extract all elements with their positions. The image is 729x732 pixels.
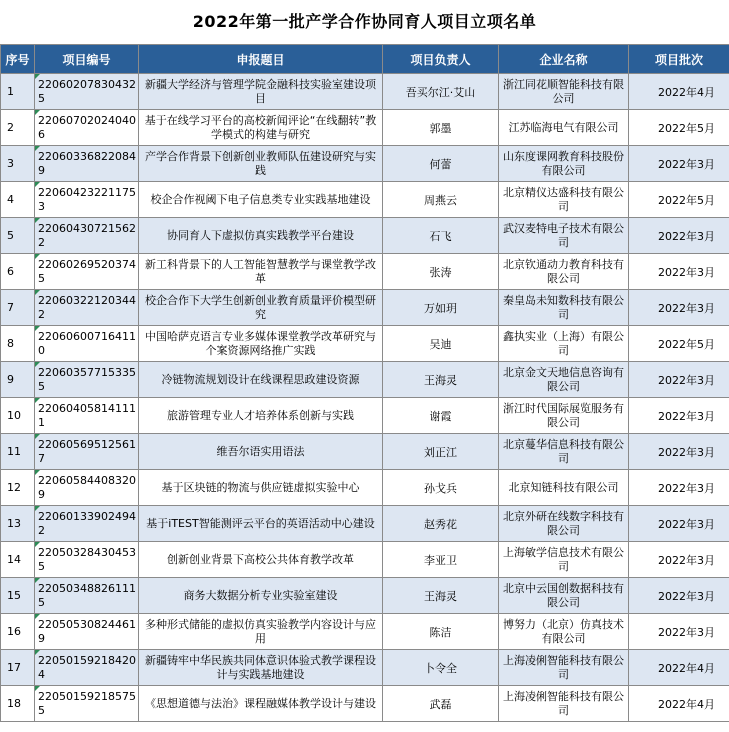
cell-company: 浙江同花顺智能科技有限公司	[499, 74, 629, 110]
table-row	[1, 326, 729, 362]
cell-no: 9	[1, 362, 35, 398]
table-row	[1, 614, 729, 650]
cell-company: 上海凌俐智能科技有限公司	[499, 650, 629, 686]
cell-company: 秦皇岛未知数科技有限公司	[499, 290, 629, 326]
table-row	[1, 110, 729, 146]
cell-leader: 何蕾	[383, 146, 499, 182]
cell-leader: 赵秀花	[383, 506, 499, 542]
page-title: 2022年第一批产学合作协同育人项目立项名单	[192, 12, 537, 31]
header-batch: 项目批次	[629, 45, 729, 74]
cell-code: 220603221203442	[35, 290, 139, 326]
cell-topic: 协同育人下虚拟仿真实践教学平台建设	[139, 218, 383, 254]
cell-topic: 中国哈萨克语言专业多媒体课堂教学改革研究与个案资源网络推广实践	[139, 326, 383, 362]
cell-batch: 2022年4月	[629, 74, 729, 110]
cell-leader: 郭墨	[383, 110, 499, 146]
cell-batch: 2022年3月	[629, 542, 729, 578]
cell-no: 3	[1, 146, 35, 182]
cell-company: 北京钦通动力教育科技有限公司	[499, 254, 629, 290]
cell-no: 17	[1, 650, 35, 686]
cell-no: 11	[1, 434, 35, 470]
cell-company: 浙江时代国际展览服务有限公司	[499, 398, 629, 434]
header-no: 序号	[1, 45, 35, 74]
cell-leader: 武磊	[383, 686, 499, 722]
cell-batch: 2022年3月	[629, 218, 729, 254]
cell-code: 220606007164110	[35, 326, 139, 362]
table-row	[1, 578, 729, 614]
cell-leader: 谢霞	[383, 398, 499, 434]
cell-leader: 陈洁	[383, 614, 499, 650]
cell-topic: 旅游管理专业人才培养体系创新与实践	[139, 398, 383, 434]
table-row	[1, 686, 729, 722]
cell-batch: 2022年3月	[629, 290, 729, 326]
cell-code: 220501592185755	[35, 686, 139, 722]
cell-code: 220601339024942	[35, 506, 139, 542]
cell-company: 北京精仪达盛科技有限公司	[499, 182, 629, 218]
cell-code: 220604232211753	[35, 182, 139, 218]
cell-batch: 2022年3月	[629, 254, 729, 290]
cell-code: 220604058141111	[35, 398, 139, 434]
cell-no: 13	[1, 506, 35, 542]
table-row	[1, 182, 729, 218]
cell-company: 上海凌俐智能科技有限公司	[499, 686, 629, 722]
cell-topic: 冷链物流规划设计在线课程思政建设资源	[139, 362, 383, 398]
table-row	[1, 146, 729, 182]
table-row	[1, 254, 729, 290]
table-row	[1, 650, 729, 686]
cell-batch: 2022年3月	[629, 506, 729, 542]
cell-leader: 吴迪	[383, 326, 499, 362]
cell-no: 15	[1, 578, 35, 614]
cell-code: 220605695125617	[35, 434, 139, 470]
cell-company: 鑫执实业（上海）有限公司	[499, 326, 629, 362]
header-topic: 申报题目	[139, 45, 383, 74]
cell-code: 220501592184204	[35, 650, 139, 686]
cell-company: 江苏临海电气有限公司	[499, 110, 629, 146]
cell-company: 武汉麦特电子技术有限公司	[499, 218, 629, 254]
cell-no: 6	[1, 254, 35, 290]
header-leader: 项目负责人	[383, 45, 499, 74]
cell-leader: 吾买尔江·艾山	[383, 74, 499, 110]
cell-code: 220505308244619	[35, 614, 139, 650]
cell-no: 4	[1, 182, 35, 218]
cell-topic: 维吾尔语实用语法	[139, 434, 383, 470]
cell-topic: 基于iTEST智能测评云平台的英语活动中心建设	[139, 506, 383, 542]
table-body	[1, 74, 729, 722]
cell-leader: 王海灵	[383, 362, 499, 398]
cell-code: 220503284304535	[35, 542, 139, 578]
cell-leader: 孙戈兵	[383, 470, 499, 506]
cell-leader: 张涛	[383, 254, 499, 290]
cell-code: 220603577153355	[35, 362, 139, 398]
cell-company: 北京金文天地信息咨询有限公司	[499, 362, 629, 398]
cell-batch: 2022年3月	[629, 398, 729, 434]
cell-batch: 2022年3月	[629, 470, 729, 506]
table-row	[1, 362, 729, 398]
cell-topic: 新工科背景下的人工智能智慧教学与课堂教学改革	[139, 254, 383, 290]
cell-leader: 万如玥	[383, 290, 499, 326]
cell-company: 北京中云国创数据科技有限公司	[499, 578, 629, 614]
cell-topic: 校企合作视阈下电子信息类专业实践基地建设	[139, 182, 383, 218]
table-row	[1, 470, 729, 506]
table-row	[1, 506, 729, 542]
cell-batch: 2022年5月	[629, 182, 729, 218]
cell-leader: 石飞	[383, 218, 499, 254]
cell-batch: 2022年3月	[629, 578, 729, 614]
cell-code: 220603368220849	[35, 146, 139, 182]
cell-company: 北京外研在线数字科技有限公司	[499, 506, 629, 542]
cell-no: 8	[1, 326, 35, 362]
cell-topic: 《思想道德与法治》课程融媒体教学设计与建设	[139, 686, 383, 722]
cell-leader: 周燕云	[383, 182, 499, 218]
cell-no: 16	[1, 614, 35, 650]
cell-topic: 校企合作下大学生创新创业教育质量评价模型研究	[139, 290, 383, 326]
cell-code: 220602078304325	[35, 74, 139, 110]
cell-topic: 基于在线学习平台的高校新闻评论“在线翻转”教学模式的构建与研究	[139, 110, 383, 146]
cell-batch: 2022年5月	[629, 326, 729, 362]
cell-topic: 多种形式储能的虚拟仿真实验教学内容设计与应用	[139, 614, 383, 650]
header-code: 项目编号	[35, 45, 139, 74]
cell-no: 7	[1, 290, 35, 326]
table-row	[1, 398, 729, 434]
cell-code: 220607020240406	[35, 110, 139, 146]
cell-code: 220604307215622	[35, 218, 139, 254]
cell-company: 北京知链科技有限公司	[499, 470, 629, 506]
table-header-row	[1, 45, 729, 74]
cell-no: 2	[1, 110, 35, 146]
cell-leader: 刘正江	[383, 434, 499, 470]
cell-code: 220605844083209	[35, 470, 139, 506]
cell-batch: 2022年3月	[629, 146, 729, 182]
cell-topic: 创新创业背景下高校公共体育教学改革	[139, 542, 383, 578]
table-row	[1, 218, 729, 254]
cell-batch: 2022年4月	[629, 686, 729, 722]
project-table	[0, 44, 729, 722]
cell-company: 北京蔓华信息科技有限公司	[499, 434, 629, 470]
cell-topic: 基于区块链的物流与供应链虚拟实验中心	[139, 470, 383, 506]
table-row	[1, 290, 729, 326]
cell-topic: 新疆大学经济与管理学院金融科技实验室建设项目	[139, 74, 383, 110]
header-company: 企业名称	[499, 45, 629, 74]
cell-code: 220602695203745	[35, 254, 139, 290]
cell-batch: 2022年4月	[629, 650, 729, 686]
cell-no: 18	[1, 686, 35, 722]
cell-no: 5	[1, 218, 35, 254]
cell-batch: 2022年3月	[629, 434, 729, 470]
cell-no: 10	[1, 398, 35, 434]
cell-no: 14	[1, 542, 35, 578]
cell-batch: 2022年3月	[629, 614, 729, 650]
cell-topic: 新疆铸牢中华民族共同体意识体验式教学课程设计与实践基地建设	[139, 650, 383, 686]
cell-company: 博努力（北京）仿真技术有限公司	[499, 614, 629, 650]
cell-no: 1	[1, 74, 35, 110]
cell-code: 220503488261115	[35, 578, 139, 614]
cell-leader: 卜令全	[383, 650, 499, 686]
table-row	[1, 434, 729, 470]
table-row	[1, 74, 729, 110]
cell-topic: 产学合作背景下创新创业教师队伍建设研究与实践	[139, 146, 383, 182]
cell-no: 12	[1, 470, 35, 506]
cell-leader: 李亚卫	[383, 542, 499, 578]
cell-topic: 商务大数据分析专业实验室建设	[139, 578, 383, 614]
cell-company: 山东度课网教育科技股份有限公司	[499, 146, 629, 182]
cell-batch: 2022年3月	[629, 362, 729, 398]
cell-company: 上海敏学信息技术有限公司	[499, 542, 629, 578]
table-row	[1, 542, 729, 578]
cell-leader: 王海灵	[383, 578, 499, 614]
cell-batch: 2022年5月	[629, 110, 729, 146]
